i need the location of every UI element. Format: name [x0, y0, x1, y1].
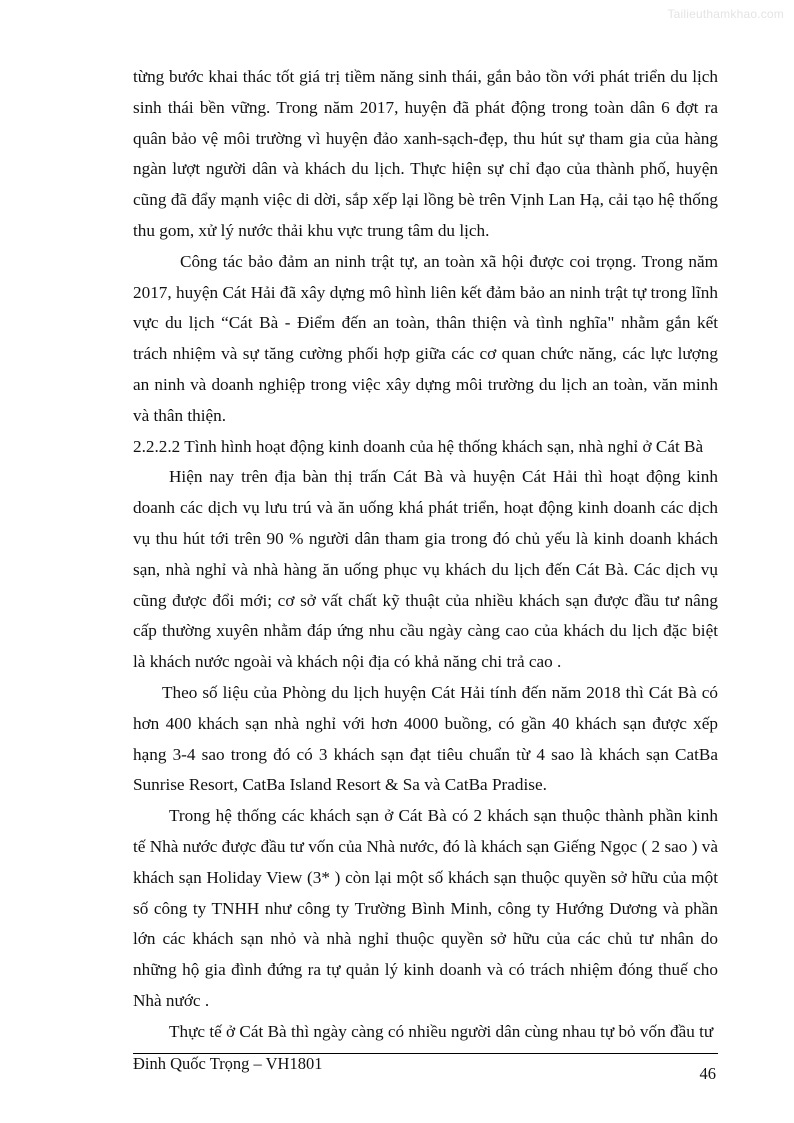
- paragraph-ownership: Trong hệ thống các khách sạn ở Cát Bà có 2 khách sạn thuộc thành phần kinh tế Nhà nước được đầu tư vốn của Nhà nước, đó là khách sạn Giếng Ngọc ( 2 sao ) và khách sạn Holiday View (3* ) còn lại một số khách sạn thuộc quyền sở hữu của một số công ty TNHH như công ty Trường Bình Minh, công ty Hướng Dương và phần lớn các khách sạn nhỏ và nhà nghỉ thuộc quyền sở hữu của các chủ tư nhân do những hộ gia đình đứng ra tự quản lý kinh doanh và có trách nhiệm đóng thuế cho Nhà nước .: [133, 806, 718, 1010]
- paragraph-continuation: từng bước khai thác tốt giá trị tiềm năng sinh thái, gắn bảo tồn với phát triển du lịch sinh thái bền vững. Trong năm 2017, huyện đã phát động trong toàn dân 6 đợt ra quân bảo vệ môi trường vì huyện đảo xanh-sạch-đẹp, thu hút sự tham gia của hàng ngàn lượt người dân và khách du lịch. Thực hiện sự chỉ đạo của thành phố, huyện cũng đã đẩy mạnh việc di dời, sắp xếp lại lồng bè trên Vịnh Lan Hạ, cải tạo hệ thống thu gom, xử lý nước thải khu vực trung tâm du lịch.: [133, 67, 718, 240]
- watermark-text: Tailieuthamkhao.com: [667, 7, 784, 21]
- paragraph-business-overview: Hiện nay trên địa bàn thị trấn Cát Bà và huyện Cát Hải thì hoạt động kinh doanh các dịch vụ lưu trú và ăn uống khá phát triển, hoạt động kinh doanh các dịch vụ thu hút tới trên 90 % người dân tham gia trong đó chủ yếu là kinh doanh khách sạn, nhà nghỉ và nhà hàng ăn uống phục vụ khách du lịch đến Cát Bà. Các dịch vụ cũng được đổi mới; cơ sở vất chất kỹ thuật của nhiều khách sạn được đầu tư nâng cấp thường xuyên nhằm đáp ứng nhu cầu ngày càng cao của khách du lịch đặc biệt là khách nước ngoài và khách nội địa có khả năng chi trả cao .: [133, 467, 718, 672]
- paragraph-security: Công tác bảo đảm an ninh trật tự, an toàn xã hội được coi trọng. Trong năm 2017, huyện Cát Hải đã xây dựng mô hình liên kết đảm bảo an ninh trật tự trong lĩnh vực du lịch “Cát Bà - Điểm đến an toàn, thân thiện và tình nghĩa" nhằm gắn kết trách nhiệm và sự tăng cường phối hợp giữa các cơ quan chức năng, các lực lượng an ninh và doanh nghiệp trong việc xây dựng môi trường du lịch an toàn, văn minh và thân thiện.: [133, 251, 718, 425]
- paragraph-final: Thực tế ở Cát Bà thì ngày càng có nhiều người dân cùng nhau tự bỏ vốn đầu tư: [169, 1021, 714, 1041]
- section-heading: 2.2.2.2 Tình hình hoạt động kinh doanh của hệ thống khách sạn, nhà nghỉ ở Cát Bà: [133, 436, 704, 456]
- document-body: [133, 62, 718, 1048]
- footer-author: Đinh Quốc Trọng – VH1801: [133, 1054, 323, 1073]
- page-number: 46: [699, 1064, 716, 1083]
- paragraph-statistics: Theo số liệu của Phòng du lịch huyện Cát Hải tính đến năm 2018 thì Cát Bà có hơn 400 khách sạn nhà nghỉ với hơn 4000 buồng, có gần 40 khách sạn được xếp hạng 3-4 sao trong đó có 3 khách sạn đạt tiêu chuẩn từ 4 sao là khách sạn CatBa Sunrise Resort, CatBa Island Resort & Sa và CatBa Pradise.: [133, 682, 718, 795]
